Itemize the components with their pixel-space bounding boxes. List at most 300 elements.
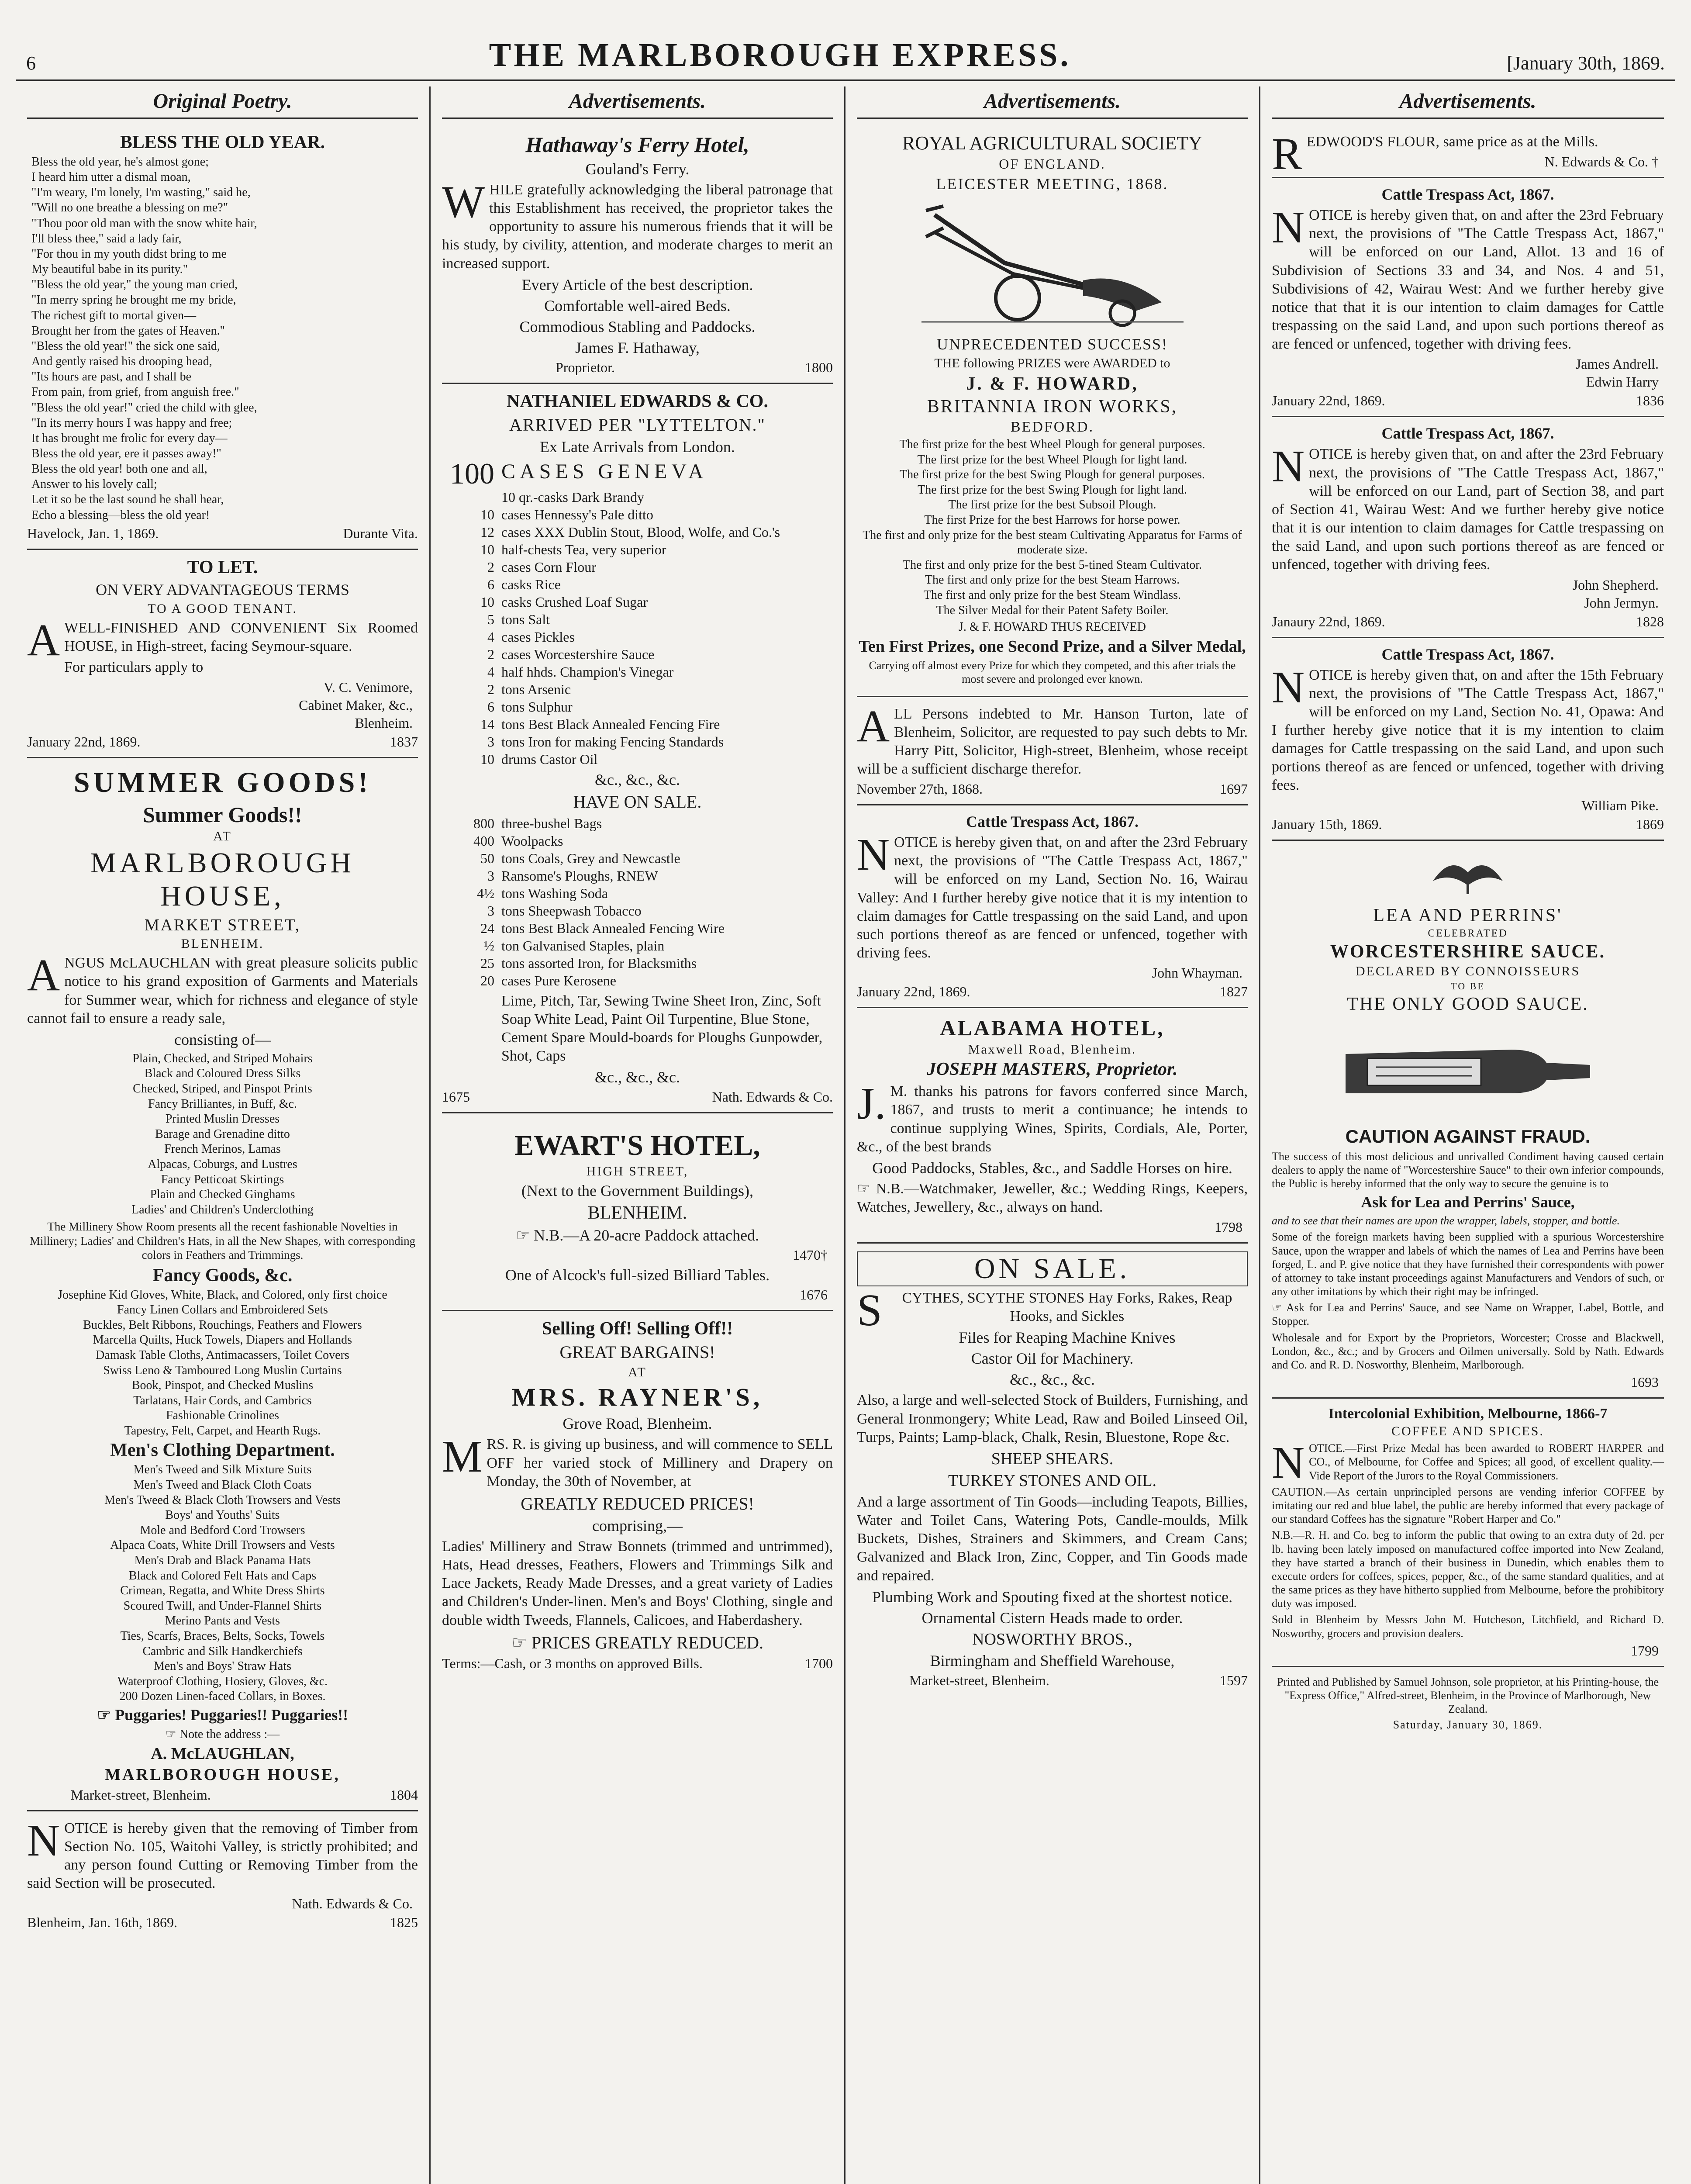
pointing-hand-icon: ☞ bbox=[1272, 1301, 1286, 1314]
ad-number: 1804 bbox=[390, 1787, 418, 1803]
ad-signature: William Pike. bbox=[1581, 797, 1659, 813]
note-text: Note the address :— bbox=[179, 1727, 280, 1741]
ad-number: 1697 bbox=[1220, 781, 1248, 797]
list-item: Swiss Leno & Tamboured Long Muslin Curtains bbox=[103, 1363, 342, 1377]
lea-perrins-ad bbox=[1272, 841, 1664, 1399]
ad-subheading: SHEEP SHEARS. bbox=[991, 1449, 1114, 1468]
list-item: The first and only prize for the best Steam Windlass. bbox=[923, 588, 1181, 602]
item-list bbox=[27, 1462, 418, 1704]
column-heading: Original Poetry. bbox=[27, 86, 418, 119]
redwood-ad bbox=[1272, 125, 1664, 178]
goods-row bbox=[442, 541, 833, 558]
list-item: Merino Pants and Vests bbox=[165, 1614, 280, 1628]
timber-notice bbox=[27, 1811, 418, 1938]
bird-icon bbox=[1424, 850, 1512, 898]
ad-subheading: Summer Goods!! bbox=[143, 802, 302, 827]
ad-date: Janaury 22nd, 1869. bbox=[1272, 613, 1385, 629]
goods-description: three-bushel Bags bbox=[501, 815, 602, 831]
ad-line: Files for Reaping Machine Knives bbox=[959, 1329, 1176, 1347]
goods-quantity: 20 bbox=[480, 972, 494, 988]
ad-line: &c., &c., &c. bbox=[595, 1068, 680, 1086]
list-item: Black and Colored Felt Hats and Caps bbox=[128, 1569, 317, 1583]
ad-subheading: UNPRECEDENTED SUCCESS! bbox=[936, 335, 1168, 353]
ad-heading: Cattle Trespass Act, 1867. bbox=[1381, 186, 1554, 204]
goods-quantity: 4½ bbox=[477, 885, 494, 901]
goods-description: half hhds. Champion's Vinegar bbox=[501, 663, 674, 680]
ad-signature: MARLBOROUGH HOUSE, bbox=[105, 1765, 340, 1784]
list-item: French Merinos, Lamas bbox=[164, 1142, 281, 1156]
list-item: Ties, Scarfs, Braces, Belts, Socks, Towels bbox=[120, 1629, 325, 1643]
goods-row bbox=[442, 733, 833, 750]
goods-list bbox=[442, 815, 833, 989]
goods-quantity: 4 bbox=[487, 629, 494, 645]
poem-place: Havelock, Jan. 1, 1869. bbox=[27, 525, 159, 541]
ad-heading: Selling Off! Selling Off!! bbox=[542, 1319, 733, 1339]
column-heading: Advertisements. bbox=[442, 86, 833, 119]
goods-quantity: 10 bbox=[480, 541, 494, 557]
ad-subheading: GREAT BARGAINS! bbox=[559, 1342, 715, 1362]
item-list bbox=[27, 1288, 418, 1438]
ad-body: NOTICE is hereby given that, on and after the 23rd February next, the provisions of "The Cattle Trespass Act, 1867," will be enforced on our Land, Allot. 13 and 16 of Subdivision of Sections 33 and 34, and Nos. 4 and 51, Subdivisions of 42, Wairau West: And we further hereby give notice that that it is our intention to claim damages for Cattle trespassing on the said Land, and upon such portions thereof as are fenced or unfenced, together with driving fees. bbox=[1272, 202, 1664, 352]
ad-signature: Nath. Edwards & Co. bbox=[712, 1089, 833, 1105]
nb-text: N.B.—Watchmaker, Jeweller, &c.; Wedding Rings, Keepers, Watches, Jewellery, &c., always on hand. bbox=[857, 1180, 1248, 1215]
goods-row bbox=[442, 832, 833, 850]
goods-row bbox=[442, 867, 833, 885]
list-item: Cambric and Silk Handkerchiefs bbox=[142, 1644, 303, 1658]
goods-description: tons Sulphur bbox=[501, 698, 573, 715]
ad-body: NOTICE is hereby given that, on and after the 15th February next, the provisions of "The Cattle Trespass Act, 1867," will be enforced on my Land, Section No. 41, Opawa: And I further hereby give notice that it is my intention to claim damages for Cattle trespassing on the said Land, and upon such portions thereof as are fenced or unfenced, together with driving fees. bbox=[1272, 662, 1664, 794]
poem-line: "Bless the old year!" the sick one said, bbox=[31, 339, 220, 353]
ad-subheading: HAVE ON SALE. bbox=[573, 791, 702, 812]
goods-description: Ransome's Ploughs, RNEW bbox=[501, 867, 658, 884]
goods-quantity: 400 bbox=[473, 833, 494, 849]
alabama-nb bbox=[857, 1180, 1248, 1216]
ad-heading: ON SALE. bbox=[857, 1251, 1248, 1286]
list-item: Fashionable Crinolines bbox=[166, 1409, 279, 1423]
item-list bbox=[27, 1051, 418, 1217]
goods-list bbox=[442, 456, 833, 768]
royal-agricultural-ad bbox=[857, 125, 1248, 697]
list-item: The first prize for the best Swing Plough for light land. bbox=[918, 483, 1187, 497]
goods-row bbox=[442, 972, 833, 989]
pointing-hand-icon: ☞ bbox=[165, 1727, 179, 1741]
ad-signature: Proprietor. bbox=[556, 359, 615, 375]
ad-subheading: MRS. RAYNER'S, bbox=[511, 1383, 763, 1412]
ad-subheading: Maxwell Road, Blenheim. bbox=[968, 1042, 1137, 1057]
poem-line: I'll bless thee," said a lady fair, bbox=[31, 232, 182, 245]
ad-heading: ALABAMA HOTEL, bbox=[940, 1016, 1165, 1040]
ad-signature: John Whayman. bbox=[1152, 965, 1242, 981]
ad-terms: Terms:—Cash, or 3 months on approved Bills. bbox=[442, 1655, 703, 1671]
ad-subheading: MARKET STREET, bbox=[144, 916, 301, 935]
goods-quantity: 10 bbox=[480, 594, 494, 610]
poem-line: Bless the old year! both one and all, bbox=[31, 462, 207, 476]
goods-row bbox=[442, 750, 833, 768]
ad-address: Market-street, Blenheim. bbox=[71, 1787, 211, 1803]
ad-body: NOTICE.—First Prize Medal has been awarded to ROBERT HARPER and CO., of Melbourne, for Coffee and Spices; all good, of excellent quality.—Vide Report of the Jurors to the Royal Commissioners. bbox=[1272, 1438, 1664, 1488]
goods-row bbox=[442, 954, 833, 972]
poem-line: The richest gift to mortal given— bbox=[31, 308, 197, 322]
list-item: Fancy Linen Collars and Embroidered Sets bbox=[117, 1303, 328, 1317]
ad-signature: James Andrell. bbox=[1575, 356, 1659, 372]
ad-subheading: BRITANNIA IRON WORKS, bbox=[927, 397, 1178, 417]
ad-signature: V. C. Venimore, bbox=[323, 679, 413, 695]
ad-number: 1869 bbox=[1636, 816, 1664, 832]
goods-description: tons Best Black Annealed Fencing Wire bbox=[501, 920, 725, 936]
prices-text: PRICES GREATLY REDUCED. bbox=[531, 1632, 764, 1652]
ad-subheading: Fancy Goods, &c. bbox=[152, 1265, 293, 1286]
ad-line: Comfortable well-aired Beds. bbox=[544, 297, 731, 314]
puggaries-text: Puggaries! Puggaries!! Puggaries!! bbox=[115, 1706, 349, 1724]
ad-number: 1597 bbox=[1220, 1672, 1248, 1688]
sauce-bottle-illustration bbox=[1272, 1019, 1664, 1122]
ad-signature: John Shepherd. bbox=[1572, 577, 1659, 593]
goods-row bbox=[442, 885, 833, 902]
goods-description: half-chests Tea, very superior bbox=[501, 541, 666, 557]
pointing-hand-icon: ☞ bbox=[515, 1227, 534, 1244]
ad-subheading: WORCESTERSHIRE SAUCE. bbox=[1330, 941, 1606, 962]
list-item: Printed Muslin Dresses bbox=[165, 1112, 280, 1126]
ad-subheading: LEICESTER MEETING, 1868. bbox=[936, 175, 1169, 193]
ad-subheading: OF ENGLAND. bbox=[999, 156, 1106, 172]
imprint-date: Saturday, January 30, 1869. bbox=[1393, 1718, 1543, 1731]
list-item: Ladies' and Children's Underclothing bbox=[131, 1203, 314, 1216]
list-item: The first and only prize for the best Steam Harrows. bbox=[925, 573, 1180, 587]
ad-signature: Blenheim. bbox=[355, 715, 413, 731]
ad-subheading: CAUTION AGAINST FRAUD. bbox=[1345, 1126, 1591, 1147]
list-item: Plain and Checked Ginghams bbox=[150, 1188, 295, 1202]
column-heading: Advertisements. bbox=[857, 86, 1248, 119]
ewart-ad bbox=[442, 1113, 833, 1311]
list-item: Damask Table Cloths, Antimacassers, Toilet Covers bbox=[96, 1348, 349, 1362]
poem-author: Durante Vita. bbox=[343, 525, 418, 541]
poem-line: Bless the old year, ere it passes away!" bbox=[31, 446, 221, 460]
ad-body: NOTICE is hereby given that, on and after the 23rd February next, the provisions of "The Cattle Trespass Act, 1867," will be enforced on my Land, Section No. 16, Wairau Valley: And I further hereby give notice that it is my intention to claim damages for Cattle trespassing on the said Land, and upon such portions thereof as are fenced or unfenced, together with driving fees. bbox=[857, 829, 1248, 961]
list-item: Tapestry, Felt, Carpet, and Hearth Rugs. bbox=[124, 1424, 321, 1438]
ad-line: Commodious Stabling and Paddocks. bbox=[519, 318, 756, 335]
ad-date: November 27th, 1868. bbox=[857, 781, 983, 797]
goods-row bbox=[442, 456, 833, 490]
edwards-ad bbox=[442, 384, 833, 1114]
goods-description: drums Castor Oil bbox=[501, 751, 598, 767]
goods-row bbox=[442, 628, 833, 646]
goods-quantity: 800 bbox=[473, 815, 494, 831]
ad-number: 1827 bbox=[1220, 984, 1248, 1000]
list-item: The first and only prize for the best 5-tined Steam Cultivator. bbox=[902, 558, 1202, 572]
ad-subheading: BEDFORD. bbox=[1010, 419, 1094, 435]
ad-heading: EWART'S HOTEL, bbox=[514, 1130, 760, 1162]
column-2 bbox=[431, 86, 846, 2184]
ad-body: Wholesale and for Export by the Proprietors, Worcester; Crosse and Blackwell, London, &c., &c.; and by Grocers and Oilmen universally. Sold by Nath. Edwards and Co. and R. D. Nosworthy, Blenheim, Marlborough. bbox=[1272, 1331, 1664, 1372]
ad-subheading: CELEBRATED bbox=[1428, 927, 1508, 939]
trespass-notice bbox=[857, 805, 1248, 1008]
ad-subheading: ON VERY ADVANTAGEOUS TERMS bbox=[96, 581, 349, 598]
imprint bbox=[1272, 1667, 1664, 1742]
trespass-notice bbox=[1272, 638, 1664, 841]
list-item: Buckles, Belt Ribbons, Rouchings, Feathers and Flowers bbox=[83, 1318, 362, 1332]
ad-number: 1693 bbox=[1631, 1374, 1659, 1390]
list-item: Checked, Striped, and Pinspot Prints bbox=[133, 1082, 312, 1096]
goods-quantity: 3 bbox=[487, 733, 494, 750]
ad-subheading: GREATLY REDUCED PRICES! bbox=[521, 1493, 754, 1514]
list-item: Men's Drab and Black Panama Hats bbox=[134, 1554, 311, 1568]
list-item: Men's Tweed and Black Cloth Coats bbox=[133, 1478, 312, 1492]
hathaway-ad bbox=[442, 125, 833, 384]
ad-line: J. & F. HOWARD THUS RECEIVED bbox=[959, 620, 1146, 634]
nb-text: N.B.—A 20-acre Paddock attached. bbox=[534, 1227, 759, 1244]
ad-subheading: Ten First Prizes, one Second Prize, and a Silver Medal, bbox=[859, 637, 1246, 656]
goods-row bbox=[442, 506, 833, 523]
ad-signature: James F. Hathaway, bbox=[575, 339, 700, 356]
ad-body: CAUTION.—As certain unprincipled persons are vending inferior COFFEE by imitating our red and blue label, the public are hereby informed that every package of our standard Coffees has the signature "Robert Harper and Co." bbox=[1272, 1485, 1664, 1526]
poem bbox=[27, 125, 418, 550]
intercolonial-ad bbox=[1272, 1399, 1664, 1667]
ad-body: REDWOOD'S FLOUR, same price as at the Mills. bbox=[1272, 129, 1598, 179]
ad-heading: Cattle Trespass Act, 1867. bbox=[1381, 645, 1554, 663]
goods-description: Woolpacks bbox=[501, 833, 563, 849]
page-number: 6 bbox=[26, 52, 36, 74]
goods-description: 10 qr.-casks Dark Brandy bbox=[501, 489, 645, 505]
goods-quantity: 10 bbox=[480, 751, 494, 767]
goods-row bbox=[442, 646, 833, 663]
ad-address: Market-street, Blenheim. bbox=[909, 1672, 1049, 1688]
puggaries-line bbox=[27, 1706, 418, 1724]
ad-number: 1470† bbox=[793, 1247, 828, 1263]
pointing-hand-icon: ☞ bbox=[857, 1180, 876, 1197]
ad-number: 1798 bbox=[1215, 1219, 1242, 1235]
poem-line: Bless the old year, he's almost gone; bbox=[31, 155, 209, 169]
ad-date: January 22nd, 1869. bbox=[27, 734, 141, 750]
ad-body: WHILE gratefully acknowledging the liberal patronage that this Establishment has received, the proprietor takes the opportunity to assure his numerous friends that it will be his study, by civility, attention, and moderate charges to merit an increased support. bbox=[442, 177, 833, 272]
poem-line: "Thou poor old man with the snow white hair, bbox=[31, 216, 257, 230]
ad-subheading: AT bbox=[628, 1365, 647, 1380]
ad-line: Plumbing Work and Spouting fixed at the shortest notice. bbox=[872, 1588, 1233, 1606]
list-item: Book, Pinspot, and Checked Muslins bbox=[131, 1379, 314, 1393]
ad-signature: N. Edwards & Co. † bbox=[1544, 154, 1659, 170]
ad-signature: Cabinet Maker, &c., bbox=[299, 697, 413, 713]
goods-row bbox=[442, 593, 833, 611]
list-item: The first prize for the best Subsoil Plough. bbox=[948, 498, 1156, 512]
ad-body: The success of this most delicious and unrivalled Condiment having caused certain dealers to apply the name of "Worcestershire Sauce" to their own inferior compounds, the Public is hereby informed that the only way to secure the genuine is to bbox=[1272, 1150, 1664, 1190]
ad-date: January 22nd, 1869. bbox=[1272, 393, 1385, 409]
poem-line: "I'm weary, I'm lonely, I'm wasting," said he, bbox=[31, 186, 251, 200]
list-item: Fancy Brilliantes, in Buff, &c. bbox=[148, 1097, 297, 1111]
ad-subheading: Ask for Lea and Perrins' Sauce, bbox=[1361, 1193, 1575, 1211]
ad-subheading: AT bbox=[213, 829, 232, 844]
poem-line: "For thou in my youth didst bring to me bbox=[31, 247, 227, 261]
goods-description: tons Iron for making Fencing Standards bbox=[501, 733, 724, 750]
ad-heading: Cattle Trespass Act, 1867. bbox=[966, 813, 1139, 831]
list-item: Black and Coloured Dress Silks bbox=[144, 1067, 301, 1081]
ad-body: ANGUS McLAUCHLAN with great pleasure solicits public notice to his grand exposition of Garments and Materials for Summer wear, which for richness and elegance of style cannot fail to ensure a ready sale, bbox=[27, 950, 418, 1026]
goods-quantity: 12 bbox=[480, 524, 494, 540]
goods-quantity: 4 bbox=[487, 663, 494, 680]
ad-subheading: TURKEY STONES AND OIL. bbox=[948, 1471, 1157, 1490]
ad-body: consisting of— bbox=[174, 1030, 271, 1048]
poem-line: Let it so be the last sound he shall hear, bbox=[31, 493, 224, 507]
list-item: The first prize for the best Swing Plough for general purposes. bbox=[899, 468, 1205, 482]
ad-body: Ladies' Millinery and Straw Bonnets (trimmed and untrimmed), Hats, Head dresses, Feathers, Flowers and Trimmings Silk and Lace Jackets, Ready Made Dresses, and a great variety of Ladies and Children's Under-linen. Men's and Boys' Clothing, single and double width Tweeds, Flannels, Calicoes, and Haberdashery. bbox=[442, 1538, 833, 1628]
list-item: The first prize for the best Wheel Plough for light land. bbox=[917, 453, 1187, 467]
goods-description: tons assorted Iron, for Blacksmiths bbox=[501, 955, 697, 971]
ad-signature: Nath. Edwards & Co. bbox=[292, 1895, 413, 1911]
ad-body: NOTICE is hereby given that, on and after the 23rd February next, the provisions of "The Cattle Trespass Act, 1867," will be enforced on our Land, part of Section 38, and part of Section 41, Wairau West: And we further hereby give notice that it is our intention to claim damages for Cattle trespassing on the said Land, and upon such portions thereof as are fenced or unfenced, together with driving fees. bbox=[1272, 441, 1664, 573]
ad-number: 1675 bbox=[442, 1089, 470, 1105]
goods-quantity: 2 bbox=[487, 681, 494, 697]
goods-description: casks Rice bbox=[501, 576, 561, 592]
column-3 bbox=[846, 86, 1260, 2184]
list-item: Crimean, Regatta, and White Dress Shirts bbox=[120, 1584, 325, 1598]
bottle-icon bbox=[1328, 1019, 1608, 1120]
ad-subheading: Gouland's Ferry. bbox=[585, 160, 690, 178]
goods-quantity: 100 bbox=[450, 456, 494, 490]
list-item: Men's and Boys' Straw Hats bbox=[154, 1659, 291, 1673]
ad-number: 1836 bbox=[1636, 393, 1664, 409]
goods-quantity: 5 bbox=[487, 611, 494, 627]
poem-line: "Bless the old year!" cried the child with glee, bbox=[31, 401, 257, 415]
list-item: Josephine Kid Gloves, White, Black, and Colored, only first choice bbox=[58, 1288, 387, 1302]
goods-quantity: 6 bbox=[487, 576, 494, 592]
ad-subheading: TO BE bbox=[1451, 980, 1485, 992]
ad-heading: Hathaway's Ferry Hotel, bbox=[525, 132, 749, 157]
masthead bbox=[16, 17, 1675, 81]
ad-number: 1800 bbox=[805, 359, 833, 375]
goods-row bbox=[442, 523, 833, 541]
goods-quantity: ½ bbox=[484, 937, 494, 954]
goods-quantity: 24 bbox=[480, 920, 494, 936]
ad-heading: SUMMER GOODS! bbox=[73, 767, 372, 799]
poem-line: From pain, from grief, from anguish free." bbox=[31, 385, 239, 399]
list-item: The first and only prize for the best steam Cultivating Apparatus for Farms of moderate size. bbox=[863, 528, 1242, 557]
ad-subheading: COFFEE AND SPICES. bbox=[1391, 1424, 1544, 1439]
summer-goods-ad bbox=[27, 758, 418, 1811]
goods-description: CASES GENEVA bbox=[501, 460, 708, 483]
ad-body: AWELL-FINISHED AND CONVENIENT Six Roomed HOUSE, in High-street, facing Seymour-square. bbox=[27, 615, 418, 665]
goods-row bbox=[442, 488, 833, 506]
ad-date: January 22nd, 1869. bbox=[857, 984, 970, 1000]
list-item: Alpacas, Coburgs, and Lustres bbox=[148, 1158, 297, 1171]
ad-body: SCYTHES, SCYTHE STONES Hay Forks, Rakes, Reap Hooks, and Sickles bbox=[857, 1285, 1232, 1336]
goods-description: cases Pickles bbox=[501, 629, 575, 645]
column-1 bbox=[16, 86, 431, 2184]
goods-quantity: 25 bbox=[480, 955, 494, 971]
column-heading: Advertisements. bbox=[1272, 86, 1664, 119]
list-item: Alpaca Coats, White Drill Trowsers and Vests bbox=[110, 1538, 335, 1552]
goods-quantity: 3 bbox=[487, 867, 494, 884]
list-item: Plain, Checked, and Striped Mohairs bbox=[132, 1051, 313, 1065]
trespass-notice bbox=[1272, 178, 1664, 417]
ad-subheading: J. & F. HOWARD, bbox=[966, 374, 1139, 394]
ad-body: Also, a large and well-selected Stock of Builders, Furnishing, and General Ironmongery; White Lead, Raw and Boiled Linseed Oil, Turps, Paints; Lamp-black, Chalk, Resin, Bluestone, Rope &c. bbox=[857, 1392, 1248, 1445]
ad-subheading: HIGH STREET, bbox=[586, 1164, 689, 1179]
goods-description: tons Best Black Annealed Fencing Fire bbox=[501, 716, 720, 732]
goods-description: cases Hennessy's Pale ditto bbox=[501, 506, 653, 522]
poem-line: "Bless the old year," the young man cried, bbox=[31, 278, 238, 292]
note-line bbox=[27, 1727, 418, 1742]
ad-heading: TO LET. bbox=[187, 557, 258, 577]
goods-row bbox=[442, 937, 833, 954]
ad-signature: Edwin Harry bbox=[1586, 374, 1659, 390]
ad-body: Sold in Blenheim by Messrs John M. Hutcheson, Litchfield, and Richard D. Nosworthy, grocers and provision dealers. bbox=[1272, 1613, 1664, 1640]
ad-body: MRS. R. is giving up business, and will commence to SELL OFF her varied stock of Millinery and Drapery on Monday, the 30th of November, at bbox=[442, 1431, 833, 1489]
poem-line: Brought her from the gates of Heaven." bbox=[31, 324, 225, 338]
goods-quantity: 14 bbox=[480, 716, 494, 732]
ad-body: The Millinery Show Room presents all the recent fashionable Novelties in Millinery; Ladies' and Children's Hats, in all the New Shapes, with corresponding colors in Feathers and Trimmings. bbox=[29, 1220, 416, 1262]
rayner-ad bbox=[442, 1311, 833, 1678]
ad-subheading: TO A GOOD TENANT. bbox=[148, 601, 297, 616]
goods-row bbox=[442, 576, 833, 593]
ad-line: Every Article of the best description. bbox=[521, 276, 753, 294]
goods-quantity: 10 bbox=[480, 506, 494, 522]
alabama-ad bbox=[857, 1008, 1248, 1244]
ad-body: and to see that their names are upon the wrapper, labels, stopper, and bottle. bbox=[1272, 1214, 1620, 1227]
ad-subheading: DECLARED BY CONNOISSEURS bbox=[1355, 964, 1581, 978]
ad-line: One of Alcock's full-sized Billiard Tables. bbox=[505, 1266, 770, 1284]
goods-row bbox=[442, 681, 833, 698]
goods-description: tons Coals, Grey and Newcastle bbox=[501, 850, 680, 866]
ad-date: January 15th, 1869. bbox=[1272, 816, 1382, 832]
poem-line: "In merry spring he brought me my bride, bbox=[31, 293, 236, 307]
goods-quantity: 50 bbox=[480, 850, 494, 866]
goods-row bbox=[442, 558, 833, 576]
ewart-nb bbox=[442, 1226, 833, 1244]
list-item: The first Prize for the best Harrows for horse power. bbox=[924, 513, 1180, 527]
goods-description: cases Corn Flour bbox=[501, 559, 596, 575]
list-item: Marcella Quilts, Huck Towels, Diapers and Hollands bbox=[93, 1333, 352, 1347]
turton-notice bbox=[857, 697, 1248, 806]
list-item: Boys' and Youths' Suits bbox=[165, 1508, 280, 1522]
ad-number: 1825 bbox=[390, 1914, 418, 1930]
goods-row bbox=[442, 611, 833, 628]
poem-line: "Its hours are past, and I shall be bbox=[31, 370, 191, 384]
goods-row bbox=[442, 698, 833, 715]
goods-description: cases XXX Dublin Stout, Blood, Wolfe, and Co.'s bbox=[501, 524, 780, 540]
ad-subheading: (Next to the Government Buildings), bbox=[521, 1182, 753, 1200]
ad-signature: John Jermyn. bbox=[1584, 594, 1659, 611]
ad-line: &c., &c., &c. bbox=[1010, 1371, 1095, 1389]
ad-body: For particulars apply to bbox=[64, 659, 204, 676]
goods-description: tons Washing Soda bbox=[501, 885, 608, 901]
ad-body: ALL Persons indebted to Mr. Hanson Turton, late of Blenheim, Solicitor, are requested to pay such debts to Mr. Harry Pitt, Solicitor, High-street, Blenheim, whose receipt will be a sufficient discharge therefor. bbox=[857, 701, 1248, 777]
poem-line: And gently raised his drooping head, bbox=[31, 355, 212, 369]
ad-number: 1828 bbox=[1636, 613, 1664, 629]
ad-line: Castor Oil for Machinery. bbox=[971, 1350, 1134, 1368]
newspaper-title: THE MARLBOROUGH EXPRESS. bbox=[489, 37, 1071, 73]
ad-subheading: BLENHEIM. bbox=[181, 936, 264, 951]
imprint-text: Printed and Published by Samuel Johnson, sole proprietor, at his Printing-house, the "Express Office," Alfred-street, Blenheim, in the Province of Marlborough, New Zealand. bbox=[1277, 1675, 1659, 1716]
ad-subheading: Ex Late Arrivals from London. bbox=[540, 438, 735, 456]
list-item: Barage and Grenadine ditto bbox=[155, 1127, 290, 1141]
poem-lines bbox=[31, 155, 418, 523]
on-sale-ad bbox=[857, 1244, 1248, 1696]
ad-heading: Intercolonial Exhibition, Melbourne, 1866-7 bbox=[1328, 1406, 1608, 1422]
list-item: Fancy Petticoat Skirtings bbox=[161, 1172, 284, 1186]
ad-body: Carrying off almost every Prize for which they competed, and this after trials the most severe and prolonged ever known. bbox=[869, 659, 1236, 686]
goods-description: ton Galvanised Staples, plain bbox=[501, 937, 665, 954]
ad-heading: NATHANIEL EDWARDS & CO. bbox=[507, 391, 768, 411]
ad-subheading: ARRIVED PER "LYTTELTON." bbox=[509, 415, 766, 435]
ad-date: Blenheim, Jan. 16th, 1869. bbox=[27, 1914, 177, 1930]
ad-heading: ROYAL AGRICULTURAL SOCIETY bbox=[902, 132, 1202, 154]
ad-line: &c., &c., &c. bbox=[595, 771, 680, 788]
issue-date: [January 30th, 1869. bbox=[1507, 52, 1665, 74]
list-item: Tarlatans, Hair Cords, and Cambrics bbox=[133, 1393, 312, 1407]
trespass-notice bbox=[1272, 417, 1664, 638]
poem-line: Answer to his lovely call; bbox=[31, 477, 157, 491]
list-item: The Silver Medal for their Patent Safety Boiler. bbox=[936, 603, 1169, 617]
poem-line: "Will no one breathe a blessing on me?" bbox=[31, 201, 228, 215]
ad-subheading: JOSEPH MASTERS, Proprietor. bbox=[927, 1059, 1178, 1080]
